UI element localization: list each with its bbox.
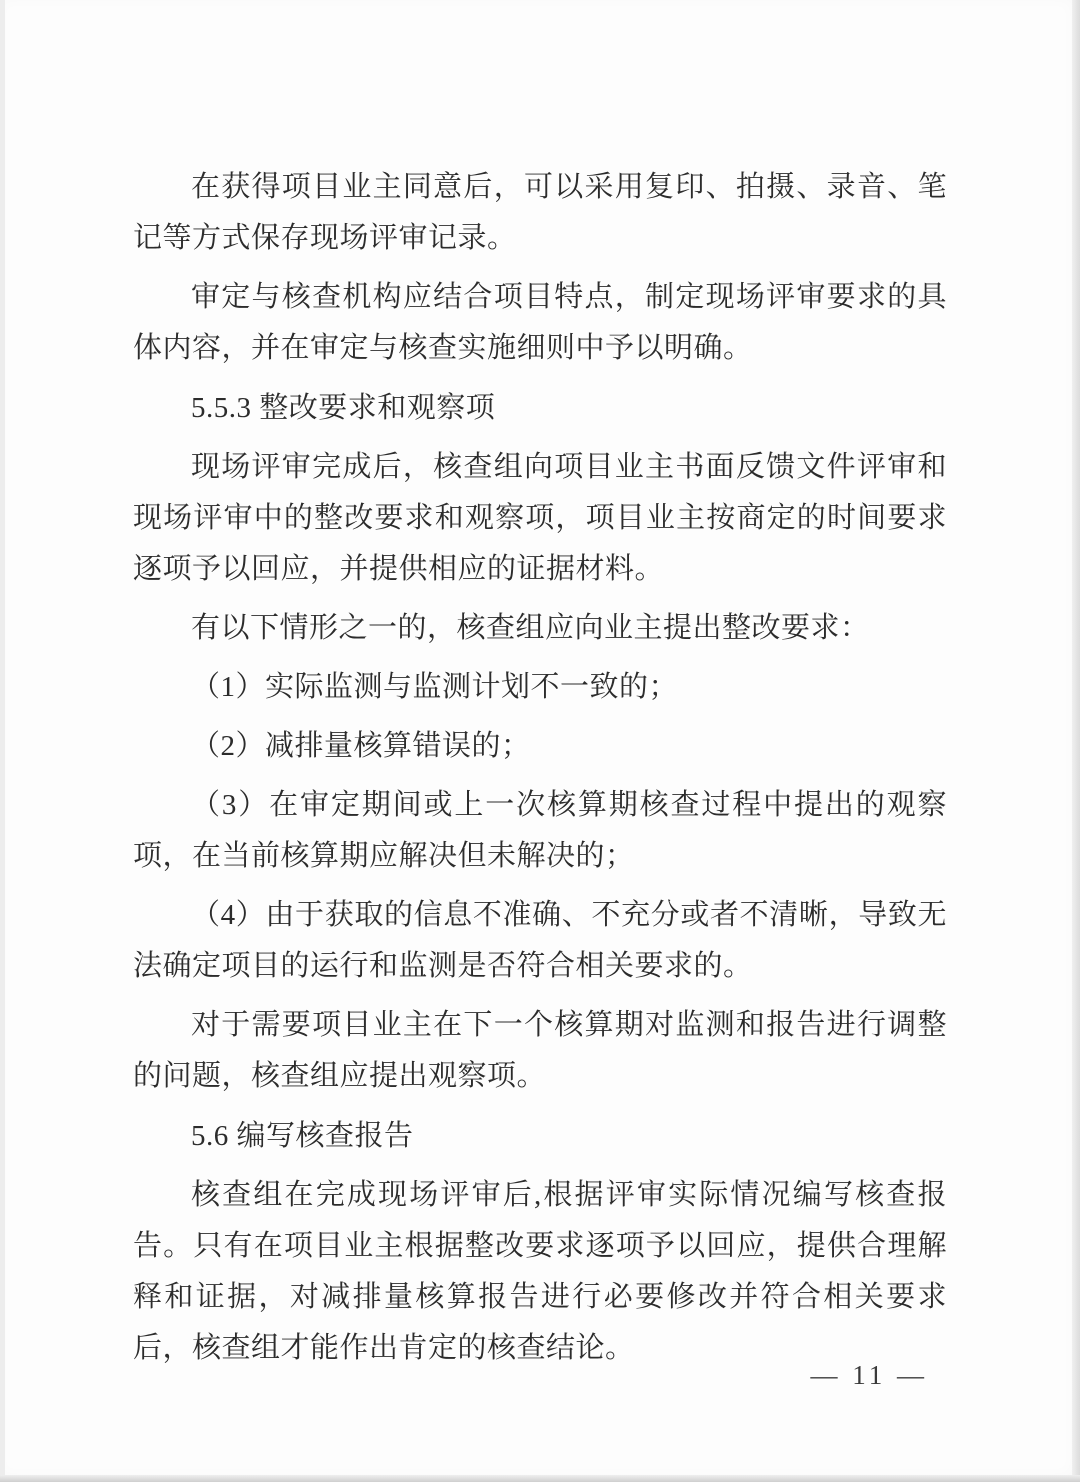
page-number: — 11 — <box>810 1360 928 1390</box>
paragraph: （1）实际监测与监测计划不一致的； <box>191 671 679 703</box>
paragraph: 现场评审完成后，核查组向项目业主书面反馈文件评审和现场评审中的整改要求和观察项，项目业主按商定的时间要求逐项予以回应，并提供相应的证据材料。 <box>133 451 947 585</box>
paragraph: 审定与核查机构应结合项目特点，制定现场评审要求的具体内容，并在审定与核查实施细则中予以明确。 <box>133 281 947 364</box>
paragraph: （2）减排量核算错误的； <box>191 730 531 762</box>
document-body <box>133 162 947 1374</box>
section-heading: 5.6 编写核查报告 <box>191 1120 414 1152</box>
paragraph: （3）在审定期间或上一次核算期核查过程中提出的观察项，在当前核算期应解决但未解决的； <box>133 789 947 872</box>
paragraph: 在获得项目业主同意后，可以采用复印、拍摄、录音、笔记等方式保存现场评审记录。 <box>133 171 947 254</box>
paragraph: （4）由于获取的信息不准确、不充分或者不清晰，导致无法确定项目的运行和监测是否符合相关要求的。 <box>133 899 947 982</box>
scan-edge-left <box>0 0 5 1482</box>
paragraph: 核查组在完成现场评审后,根据评审实际情况编写核查报告。只有在项目业主根据整改要求逐项予以回应，提供合理解释和证据，对减排量核算报告进行必要修改并符合相关要求后，核查组才能作出肯定的核查结论。 <box>133 1179 947 1364</box>
scan-edge-right <box>1072 0 1080 1482</box>
paragraph: 对于需要项目业主在下一个核算期对监测和报告进行调整的问题，核查组应提出观察项。 <box>133 1009 947 1092</box>
scan-edge-bottom <box>0 1475 1080 1482</box>
section-heading: 5.5.3 整改要求和观察项 <box>191 392 496 424</box>
paragraph: 有以下情形之一的，核查组应向业主提出整改要求： <box>191 612 870 644</box>
